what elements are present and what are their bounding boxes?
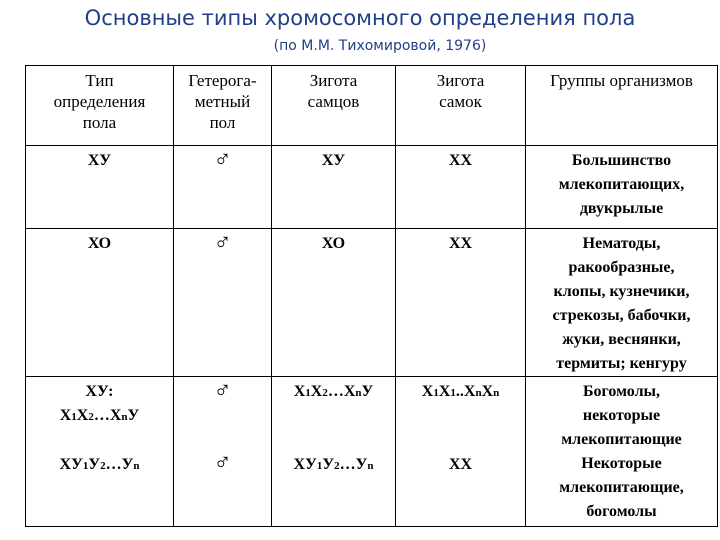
cell-female-zygote: ХХ xyxy=(396,146,526,229)
formula-x1-x2-xn-y: Х1Х2…ХnУ xyxy=(59,407,140,424)
sex-determination-table xyxy=(25,65,718,527)
cell-female-zygote: ХХ xyxy=(396,229,526,377)
table-row xyxy=(26,229,718,377)
header-female-zygote: Зигота самок xyxy=(396,66,526,146)
formula-x1-x2-xn-y: Х1Х2…ХnУ xyxy=(293,383,374,400)
table-header-row xyxy=(26,66,718,146)
formula-xy1-y2-yn: ХУ1У2…Уn xyxy=(59,456,140,473)
male-symbol-icon: ♂ xyxy=(213,450,232,476)
cell-organism-groups: Богомолы, некоторые млекопитающие Некоторые млекопитающие, богомолы xyxy=(526,377,718,527)
header-organism-groups: Группы организмов xyxy=(526,66,718,146)
cell-type: ХУ: Х1Х2…ХnУ ХУ1У2…Уn xyxy=(26,377,174,527)
cell-male-zygote: ХО xyxy=(272,229,396,377)
table-row xyxy=(26,146,718,229)
formula-x1-x1-xn-xn: Х1Х1..ХnХn xyxy=(421,383,500,400)
cell-organism-groups: Нематоды, ракообразные, клопы, кузнечики, стрекозы, бабочки, жуки, веснянки, термиты; кенгуру xyxy=(526,229,718,377)
page-title: Основные типы хромосомного определения пола xyxy=(84,6,636,30)
table-row xyxy=(26,377,718,527)
header-male-zygote: Зигота самцов xyxy=(272,66,396,146)
cell-heterogametic xyxy=(174,377,272,527)
male-symbol-icon: ♂ xyxy=(174,146,272,229)
formula-xy1-y2-yn: ХУ1У2…Уn xyxy=(293,456,374,473)
cell-type: ХО xyxy=(26,229,174,377)
cell-organism-groups: Большинство млекопитающих, двукрылые xyxy=(526,146,718,229)
cell-male-zygote xyxy=(272,377,396,527)
male-symbol-icon: ♂ xyxy=(213,378,232,404)
male-symbol-icon: ♂ xyxy=(174,229,272,377)
cell-type: ХУ xyxy=(26,146,174,229)
cell-male-zygote: ХУ xyxy=(272,146,396,229)
cell-female-zygote: Х1Х1..ХnХn ХХ xyxy=(396,377,526,527)
header-type: Тип определения пола xyxy=(26,66,174,146)
page-subtitle: (по М.М. Тихомировой, 1976) xyxy=(273,38,487,54)
header-heterogametic: Гетерога- метный пол xyxy=(174,66,272,146)
